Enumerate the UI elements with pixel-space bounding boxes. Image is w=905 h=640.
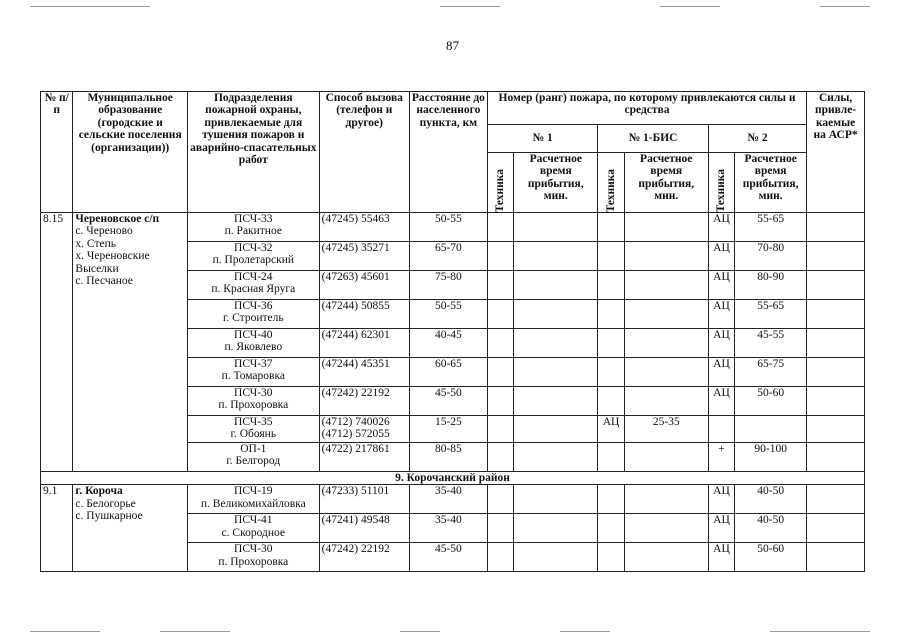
- unit-place: п. Великомихайловка: [200, 497, 306, 510]
- distance-cell: 60-65: [409, 358, 487, 387]
- rank2-technique: АЦ: [708, 213, 734, 242]
- rank1-technique: [487, 514, 513, 543]
- rank2-technique: АЦ: [708, 242, 734, 271]
- unit-place: п. Ракитное: [224, 225, 282, 238]
- rank2-technique: АЦ: [708, 387, 734, 416]
- rank2-arrival: 40-50: [735, 485, 807, 514]
- table-body: [41, 213, 865, 572]
- asr-cell: [807, 514, 865, 543]
- rank2-technique: АЦ: [708, 358, 734, 387]
- rank1bis-technique: АЦ: [598, 416, 624, 443]
- rank2-technique: АЦ: [708, 329, 734, 358]
- rank1bis-arrival: [624, 213, 708, 242]
- rank1bis-arrival: 25-35: [624, 416, 708, 443]
- rank1bis-technique: [598, 443, 624, 472]
- asr-cell: [807, 213, 865, 242]
- distance-cell: 80-85: [409, 443, 487, 472]
- phone-cell: [319, 416, 409, 443]
- municipality-locality: х. Череновские: [75, 250, 150, 263]
- phone-number: (47245) 55463: [321, 213, 390, 225]
- phone-number: (47244) 50855: [321, 300, 390, 312]
- municipality-locality: с. Белогорье: [75, 497, 136, 510]
- rank2-arrival: 55-65: [735, 213, 807, 242]
- municipality-locality: Выселки: [75, 262, 119, 275]
- unit-cell: [187, 543, 319, 572]
- phone-number: (47242) 22192: [321, 543, 390, 556]
- municipality-locality: х. Степь: [75, 237, 116, 250]
- rank2-arrival: 55-65: [735, 300, 807, 329]
- header-rank-1bis: № 1-БИС: [598, 125, 708, 153]
- fire-resources-table: [40, 91, 865, 572]
- table-row: [41, 213, 865, 242]
- asr-cell: [807, 358, 865, 387]
- phone-cell: [319, 213, 409, 242]
- rank1bis-technique: [598, 387, 624, 416]
- phone-number: (4712) 740026: [321, 416, 390, 428]
- phone-cell: [319, 358, 409, 387]
- table-row: [41, 485, 865, 514]
- unit-name: ОП-1: [240, 443, 267, 455]
- asr-cell: [807, 329, 865, 358]
- page-number: 87: [446, 38, 459, 53]
- phone-number-2: (4712) 572055: [321, 428, 390, 441]
- rank1-technique: [487, 358, 513, 387]
- unit-name: ПСЧ-35: [234, 416, 273, 428]
- unit-name: ПСЧ-36: [234, 300, 273, 312]
- rank1bis-technique: [598, 514, 624, 543]
- phone-number: (47245) 35271: [321, 242, 390, 254]
- phone-number: (47233) 51101: [321, 485, 390, 498]
- rank1-arrival: [514, 329, 598, 358]
- asr-cell: [807, 485, 865, 514]
- unit-name: ПСЧ-30: [234, 387, 273, 399]
- header-distance: Расстояние до населенного пункта, км: [409, 92, 487, 213]
- rank1-technique: [487, 271, 513, 300]
- phone-cell: [319, 387, 409, 416]
- distance-cell: 50-55: [409, 300, 487, 329]
- rank1-technique: [487, 443, 513, 472]
- rank1bis-technique: [598, 242, 624, 271]
- unit-place: п. Яковлево: [224, 341, 283, 354]
- rank1bis-arrival: [624, 242, 708, 271]
- distance-cell: 45-50: [409, 543, 487, 572]
- row-number: 8.15: [41, 213, 73, 472]
- rank2-arrival: 50-60: [735, 387, 807, 416]
- municipality-name: Череновское с/п: [75, 213, 160, 225]
- unit-name: ПСЧ-40: [234, 329, 273, 341]
- rank1bis-arrival: [624, 443, 708, 472]
- municipality-locality: с. Пушкарное: [75, 510, 143, 523]
- unit-place: п. Прохоровка: [218, 555, 289, 568]
- rank1bis-technique: [598, 329, 624, 358]
- unit-name: ПСЧ-32: [234, 242, 273, 254]
- table-header: [41, 92, 865, 213]
- header-arrival-1bis: Расчетное время прибытия, мин.: [624, 153, 708, 213]
- rank1bis-arrival: [624, 358, 708, 387]
- unit-name: ПСЧ-24: [234, 271, 273, 283]
- rank1-technique: [487, 543, 513, 572]
- rank1bis-technique: [598, 271, 624, 300]
- rank2-arrival: 45-55: [735, 329, 807, 358]
- rank1-technique: [487, 300, 513, 329]
- municipality-locality: с. Песчаное: [75, 275, 133, 288]
- rank1bis-arrival: [624, 387, 708, 416]
- rank1-technique: [487, 329, 513, 358]
- unit-place: п. Красная Яруга: [211, 283, 296, 296]
- header-arrival-1: Расчетное время прибытия, мин.: [514, 153, 598, 213]
- distance-cell: 50-55: [409, 213, 487, 242]
- header-technique-1: Техника: [494, 168, 507, 212]
- phone-cell: [319, 300, 409, 329]
- rank2-arrival: 65-75: [735, 358, 807, 387]
- rank2-technique: АЦ: [708, 271, 734, 300]
- rank2-technique: АЦ: [708, 485, 734, 514]
- rank1bis-arrival: [624, 543, 708, 572]
- rank1bis-arrival: [624, 271, 708, 300]
- unit-place: п. Пролетарский: [212, 254, 295, 267]
- rank2-arrival: 50-60: [735, 543, 807, 572]
- phone-number: (47241) 49548: [321, 514, 390, 527]
- rank2-arrival: 80-90: [735, 271, 807, 300]
- unit-name: ПСЧ-41: [234, 514, 273, 527]
- rank1-arrival: [514, 514, 598, 543]
- unit-name: ПСЧ-30: [234, 543, 273, 556]
- district-row: [41, 472, 865, 485]
- unit-cell: [187, 443, 319, 472]
- unit-cell: [187, 271, 319, 300]
- unit-place: п. Прохоровка: [218, 399, 289, 412]
- rank2-arrival: 90-100: [735, 443, 807, 472]
- phone-number: (47244) 62301: [321, 329, 390, 341]
- phone-cell: [319, 242, 409, 271]
- header-technique-2: Техника: [715, 168, 728, 212]
- rank1bis-arrival: [624, 300, 708, 329]
- phone-cell: [319, 514, 409, 543]
- distance-cell: 35-40: [409, 485, 487, 514]
- unit-place: с. Скородное: [221, 526, 286, 539]
- rank1-arrival: [514, 358, 598, 387]
- rank1-arrival: [514, 387, 598, 416]
- municipality-cell: [73, 485, 188, 572]
- header-technique-1bis: Техника: [604, 168, 617, 212]
- unit-place: г. Строитель: [222, 312, 284, 325]
- rank1-arrival: [514, 242, 598, 271]
- header-units: Подразделения пожарной охраны, привлекаемые для тушения пожаров и аварийно-спасательных работ: [187, 92, 319, 213]
- rank1bis-technique: [598, 300, 624, 329]
- rank2-technique: +: [708, 443, 734, 472]
- header-num: № п/п: [41, 92, 73, 213]
- asr-cell: [807, 242, 865, 271]
- distance-cell: 45-50: [409, 387, 487, 416]
- rank1bis-technique: [598, 358, 624, 387]
- unit-cell: [187, 387, 319, 416]
- rank2-arrival: 70-80: [735, 242, 807, 271]
- municipality-locality: с. Череново: [75, 225, 133, 238]
- header-rank-2: № 2: [708, 125, 806, 153]
- asr-cell: [807, 387, 865, 416]
- unit-cell: [187, 242, 319, 271]
- unit-cell: [187, 300, 319, 329]
- phone-number: (47263) 45601: [321, 271, 390, 283]
- rank2-technique: [708, 416, 734, 443]
- rank1bis-technique: [598, 213, 624, 242]
- unit-cell: [187, 213, 319, 242]
- rank1bis-arrival: [624, 485, 708, 514]
- rank1bis-arrival: [624, 514, 708, 543]
- rank1-technique: [487, 416, 513, 443]
- distance-cell: 40-45: [409, 329, 487, 358]
- phone-number: (47242) 22192: [321, 387, 390, 399]
- unit-cell: [187, 358, 319, 387]
- rank1-technique: [487, 213, 513, 242]
- row-number: 9.1: [41, 485, 73, 572]
- rank1-technique: [487, 242, 513, 271]
- header-asr: Силы, привле-каемые на АСР*: [807, 92, 865, 213]
- distance-cell: 15-25: [409, 416, 487, 443]
- unit-name: ПСЧ-19: [234, 485, 273, 498]
- unit-cell: [187, 514, 319, 543]
- rank1-arrival: [514, 213, 598, 242]
- rank2-technique: АЦ: [708, 543, 734, 572]
- asr-cell: [807, 443, 865, 472]
- phone-cell: [319, 443, 409, 472]
- rank1-arrival: [514, 443, 598, 472]
- asr-cell: [807, 543, 865, 572]
- rank1-technique: [487, 485, 513, 514]
- distance-cell: 75-80: [409, 271, 487, 300]
- phone-cell: [319, 543, 409, 572]
- phone-number: (4722) 217861: [321, 443, 390, 455]
- municipality-cell: [73, 213, 188, 472]
- unit-cell: [187, 416, 319, 443]
- rank2-technique: АЦ: [708, 514, 734, 543]
- rank2-arrival: [735, 416, 807, 443]
- phone-cell: [319, 485, 409, 514]
- phone-number: (47244) 45351: [321, 358, 390, 370]
- header-municipality: Муниципальное образование (городские и сельские поселения (организации)): [73, 92, 188, 213]
- unit-cell: [187, 329, 319, 358]
- unit-name: ПСЧ-33: [234, 213, 273, 225]
- rank2-technique: АЦ: [708, 300, 734, 329]
- header-call-method: Способ вызова (телефон и другое): [319, 92, 409, 213]
- rank1-arrival: [514, 485, 598, 514]
- asr-cell: [807, 416, 865, 443]
- header-rank-1: № 1: [487, 125, 597, 153]
- phone-cell: [319, 271, 409, 300]
- phone-cell: [319, 329, 409, 358]
- rank2-arrival: 40-50: [735, 514, 807, 543]
- asr-cell: [807, 271, 865, 300]
- rank1-arrival: [514, 300, 598, 329]
- rank1bis-technique: [598, 543, 624, 572]
- municipality-name: г. Короча: [75, 485, 123, 498]
- distance-cell: 65-70: [409, 242, 487, 271]
- district-title: 9. Корочанский район: [41, 472, 865, 485]
- header-arrival-2: Расчетное время прибытия, мин.: [735, 153, 807, 213]
- unit-cell: [187, 485, 319, 514]
- asr-cell: [807, 300, 865, 329]
- unit-place: г. Обоянь: [230, 428, 277, 441]
- rank1bis-arrival: [624, 329, 708, 358]
- unit-place: п. Томаровка: [221, 370, 285, 383]
- rank1bis-technique: [598, 485, 624, 514]
- rank1-technique: [487, 387, 513, 416]
- rank1-arrival: [514, 543, 598, 572]
- unit-name: ПСЧ-37: [234, 358, 273, 370]
- rank1-arrival: [514, 416, 598, 443]
- distance-cell: 35-40: [409, 514, 487, 543]
- rank1-arrival: [514, 271, 598, 300]
- unit-place: г. Белгород: [226, 455, 281, 468]
- header-rank-group: Номер (ранг) пожара, по которому привлекаются силы и средства: [487, 92, 806, 125]
